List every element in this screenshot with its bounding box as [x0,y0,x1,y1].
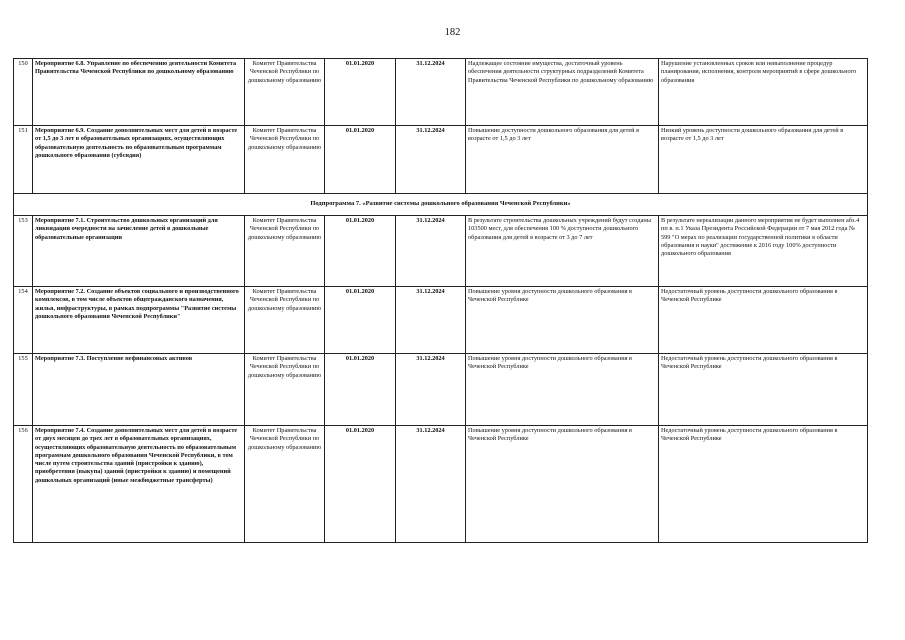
event-name: Мероприятие 7.4. Создание дополнительных мест для детей в возрасте от двух месяцев до трех лет в образовательных организациях, осуществляющих образовательную деятельность по образовательным программам дошкольного образования Чеченской Республики, в том числе путем строительства зданий (пристройки к зданию), приобретения (выкупа) зданий (пристройки к зданию) и помещений дошкольных организаций (иные межбюджетные трансферты) [33,426,245,543]
table-row [14,426,868,543]
executor: Комитет Правительства Чеченской Республики по дошкольному образованию [245,126,325,194]
consequence: В результате нереализации данного мероприятия не будет выполнен абз.4 пп в. п.1 Указа Президента Российской Федерации от 7 мая 2012 года № 599 "О мерах по реализации государственной политики в области образования и науки" достижение к 2016 году 100% доступности дошкольного образования [659,216,868,287]
table-row [14,216,868,287]
start-date: 01.01.2020 [325,59,396,126]
event-name: Мероприятие 7.3. Поступление нефинансовых активов [33,354,245,426]
consequence: Низкий уровень доступности дошкольного образования для детей в возрасте от 1,5 до 3 лет [659,126,868,194]
consequence: Недостаточный уровень доступности дошкольного образования в Чеченской Республике [659,426,868,543]
event-name: Мероприятие 7.1. Строительство дошкольных организаций для ликвидации очередности на зачисление детей в дошкольные образовательные организации [33,216,245,287]
table-row [14,126,868,194]
expected-result: В результате строительства дошкольных учреждений будут созданы 103500 мест, для обеспечения 100 % доступности дошкольного образования для детей в возрасте от 3 до 7 лет [466,216,659,287]
expected-result: Повышение уровня доступности дошкольного образования в Чеченской Республике [466,354,659,426]
table-row [14,354,868,426]
expected-result: Повышение доступности дошкольного образования для детей в возрасте от 1,5 до 3 лет [466,126,659,194]
section-row [14,194,868,216]
executor: Комитет Правительства Чеченской Республики по дошкольному образованию [245,354,325,426]
expected-result: Повышение уровня доступности дошкольного образования в Чеченской Республике [466,287,659,354]
table-row [14,287,868,354]
end-date: 31.12.2024 [396,426,466,543]
end-date: 31.12.2024 [396,59,466,126]
events-table [13,58,868,543]
consequence: Недостаточный уровень доступности дошкольного образования в Чеченской Республике [659,287,868,354]
row-number: 151 [14,126,33,194]
end-date: 31.12.2024 [396,354,466,426]
table-row [14,59,868,126]
start-date: 01.01.2020 [325,287,396,354]
expected-result: Надлежащее состояние имущества, достаточный уровень обеспечения деятельности структурных подразделений Комитета Правительства Чеченской Республики по дошкольному образованию [466,59,659,126]
page-number: 182 [444,27,461,38]
event-name: Мероприятие 7.2. Создание объектов социального и производственного комплексов, в том числе объектов общегражданского назначения, жилья, инфраструктуры, в рамках подпрограммы "Развитие системы дошкольного образования Чеченской Республики" [33,287,245,354]
event-name: Мероприятие 6.8. Управление по обеспечению деятельности Комитета Правительства Чеченской Республики по дошкольному образованию [33,59,245,126]
start-date: 01.01.2020 [325,126,396,194]
row-number: 154 [14,287,33,354]
start-date: 01.01.2020 [325,426,396,543]
executor: Комитет Правительства Чеченской Республики по дошкольному образованию [245,216,325,287]
consequence: Нарушение установленных сроков или невыполнение процедур планирования, исполнения, контроля мероприятий в сфере дошкольного образования [659,59,868,126]
row-number: 155 [14,354,33,426]
row-number: 153 [14,216,33,287]
start-date: 01.01.2020 [325,216,396,287]
start-date: 01.01.2020 [325,354,396,426]
executor: Комитет Правительства Чеченской Республики по дошкольному образованию [245,287,325,354]
expected-result: Повышение уровня доступности дошкольного образования в Чеченской Республике [466,426,659,543]
row-number: 156 [14,426,33,543]
row-number: 150 [14,59,33,126]
section-title: Подпрограмма 7. «Развитие системы дошкольного образования Чеченской Республики» [14,194,868,216]
end-date: 31.12.2024 [396,287,466,354]
end-date: 31.12.2024 [396,126,466,194]
executor: Комитет Правительства Чеченской Республики по дошкольному образованию [245,426,325,543]
end-date: 31.12.2024 [396,216,466,287]
consequence: Недостаточный уровень доступности дошкольного образования в Чеченской Республике [659,354,868,426]
executor: Комитет Правительства Чеченской Республики по дошкольному образованию [245,59,325,126]
event-name: Мероприятие 6.9. Создание дополнительных мест для детей в возрасте от 1,5 до 3 лет в образовательных организациях, осуществляющих образовательную деятельность по образовательным программам дошкольного образования (субсидия) [33,126,245,194]
